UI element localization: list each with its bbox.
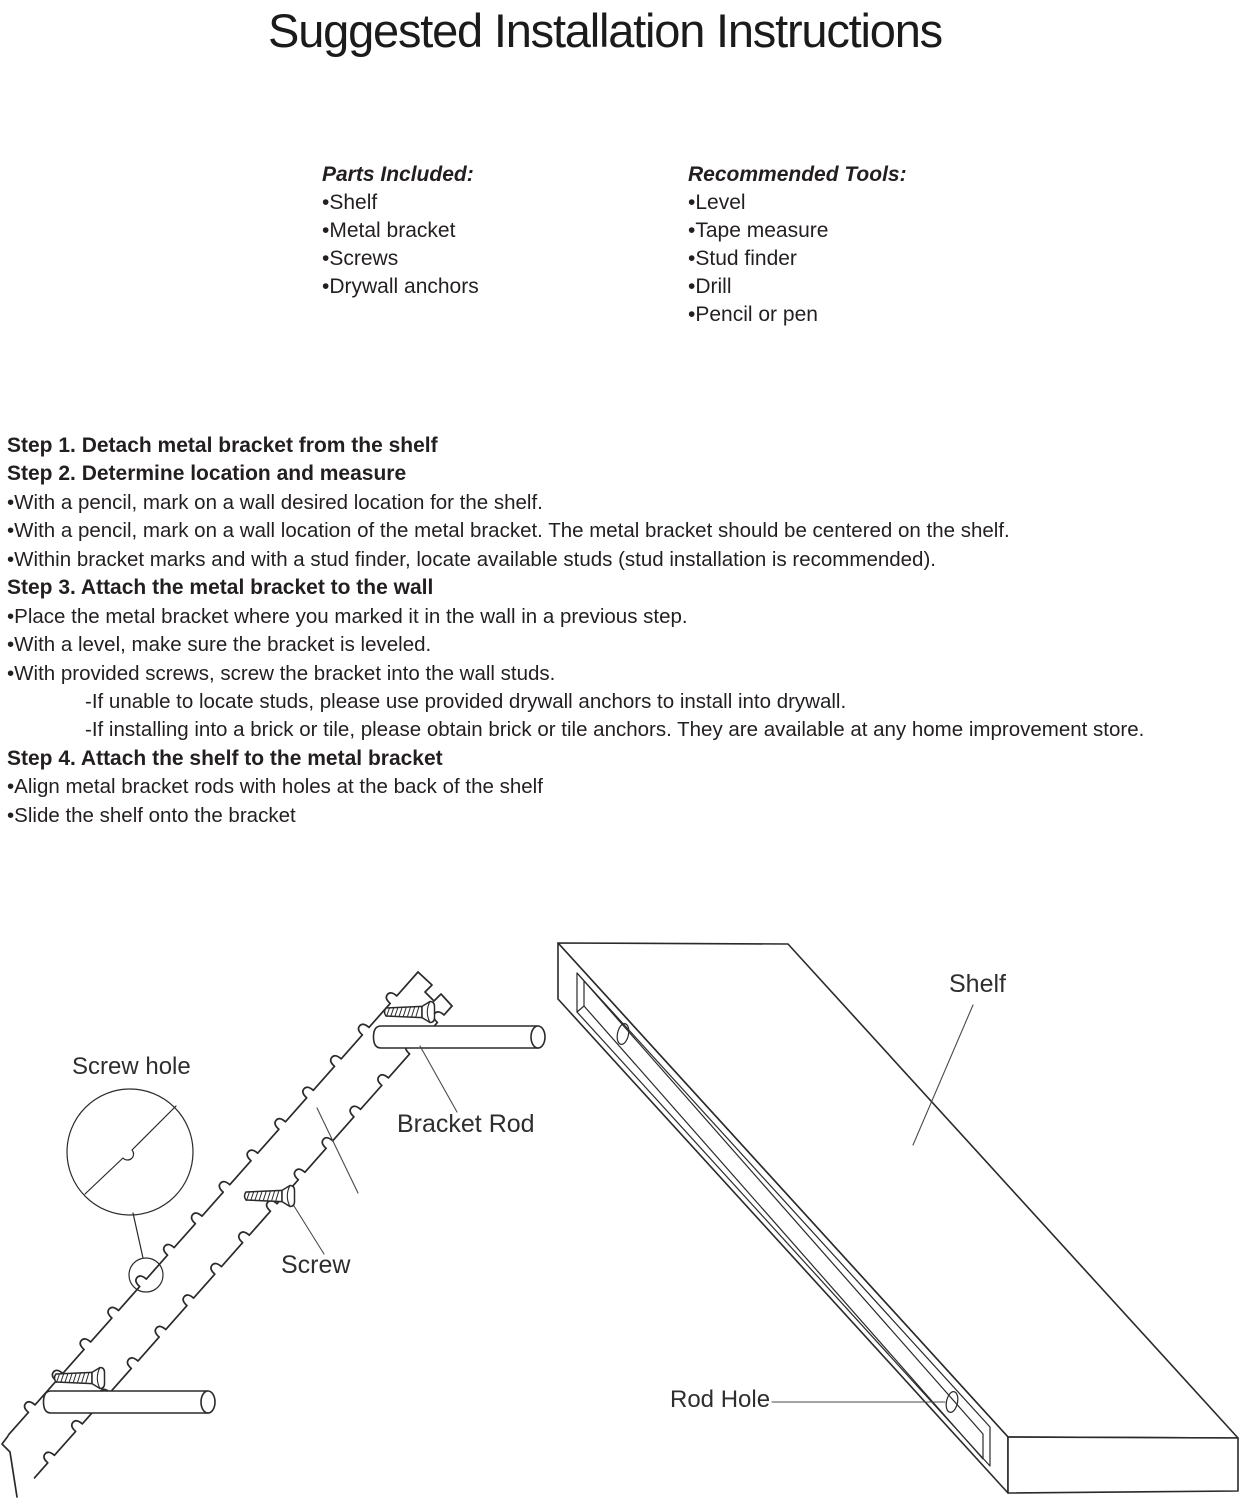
screw-bottom bbox=[55, 1368, 105, 1389]
bracket-rod-bottom bbox=[44, 1391, 216, 1413]
screw-top bbox=[385, 1002, 435, 1023]
step-line: •Within bracket marks and with a stud finder, locate available studs (stud installation is recommended). bbox=[7, 547, 936, 571]
screw-leader-line bbox=[294, 1206, 324, 1254]
screw-hole-detail bbox=[67, 1089, 193, 1292]
step-line: Step 3. Attach the metal bracket to the wall bbox=[7, 576, 434, 600]
step-line: -If installing into a brick or tile, please obtain brick or tile anchors. They are available at any home improvement store. bbox=[85, 718, 1145, 742]
bracket-top-end-cut bbox=[418, 972, 452, 1006]
rod-hole-label: Rod Hole bbox=[670, 1386, 771, 1413]
bracket-rod-leader-line bbox=[420, 1046, 457, 1112]
shelf-drawing bbox=[558, 943, 1238, 1493]
step-line: •With a level, make sure the bracket is leveled. bbox=[7, 633, 432, 657]
parts-list-item: •Screws bbox=[322, 247, 399, 270]
parts-included-heading: Parts Included: bbox=[322, 163, 474, 186]
tools-list-item: •Level bbox=[688, 191, 746, 214]
shelf-label: Shelf bbox=[949, 970, 1006, 998]
screw-hole-marker-circle bbox=[129, 1258, 163, 1292]
step-line: •Slide the shelf onto the bracket bbox=[7, 803, 296, 827]
parts-list-item: •Drywall anchors bbox=[322, 275, 479, 298]
step-line: Step 2. Determine location and measure bbox=[7, 462, 407, 486]
step-line: Step 4. Attach the shelf to the metal bracket bbox=[7, 746, 443, 770]
step-line: •Align metal bracket rods with holes at the back of the shelf bbox=[7, 775, 543, 799]
screw-middle bbox=[245, 1186, 295, 1207]
page-title: Suggested Installation Instructions bbox=[268, 4, 942, 57]
bracket-rod-label: Bracket Rod bbox=[397, 1110, 535, 1138]
step-line: •With a pencil, mark on a wall location of the metal bracket. The metal bracket should be centered on the shelf. bbox=[7, 519, 1010, 543]
tools-list-item: •Stud finder bbox=[688, 247, 797, 270]
recommended-tools-heading: Recommended Tools: bbox=[688, 163, 907, 186]
step-line: •With provided screws, screw the bracket into the wall studs. bbox=[7, 661, 556, 685]
tools-list-item: •Drill bbox=[688, 275, 732, 298]
parts-list-item: •Shelf bbox=[322, 191, 378, 214]
step-line: Step 1. Detach metal bracket from the shelf bbox=[7, 434, 438, 457]
tools-list-item: •Pencil or pen bbox=[688, 303, 818, 326]
parts-list-item: •Metal bracket bbox=[322, 219, 456, 242]
screw-hole-label: Screw hole bbox=[72, 1053, 191, 1080]
screw-label: Screw bbox=[281, 1251, 351, 1279]
bracket-bottom-end-cut bbox=[2, 1436, 17, 1497]
step-line: -If unable to locate studs, please use provided drywall anchors to install into drywall. bbox=[85, 689, 847, 713]
bracket-upper-edge bbox=[3, 967, 418, 1435]
bracket-rod-top bbox=[374, 1026, 546, 1048]
step-line: •Place the metal bracket where you marked it in the wall in a previous step. bbox=[7, 604, 688, 628]
shelf-right-end-face bbox=[1008, 1437, 1238, 1493]
step-line: •With a pencil, mark on a wall desired location for the shelf. bbox=[7, 490, 543, 514]
magnifier-connector-line bbox=[133, 1213, 143, 1258]
tools-list-item: •Tape measure bbox=[688, 219, 829, 242]
magnified-edge-with-keyhole bbox=[85, 1106, 176, 1194]
